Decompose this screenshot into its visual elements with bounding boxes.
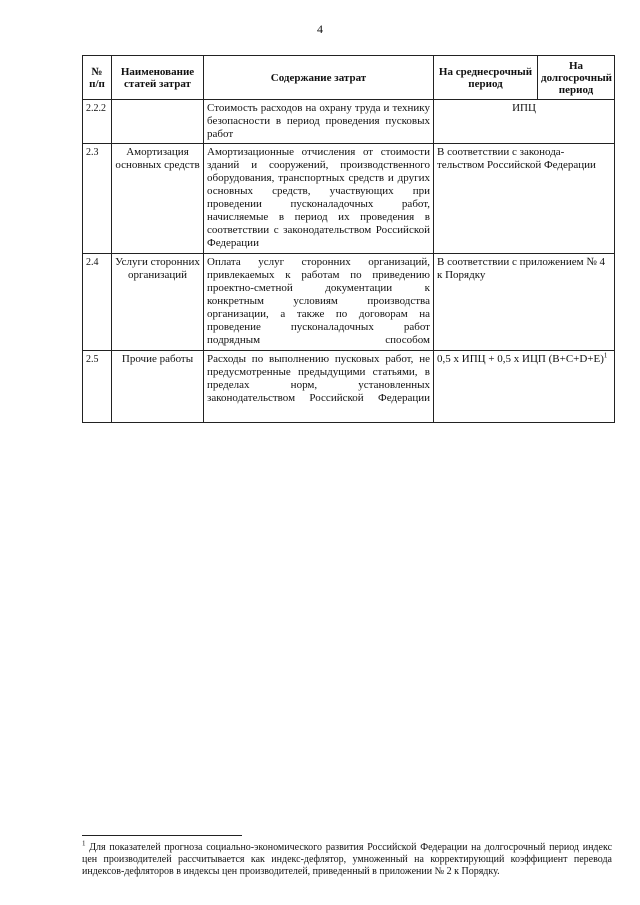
row-num: 2.4 <box>83 254 112 351</box>
row-name: Амортизация основных средств <box>112 144 204 254</box>
row-content: Стоимость расходов на охрану труда и технику безопасности в период проведения пусковых работ <box>204 100 434 144</box>
table-row <box>83 100 615 144</box>
table-header-row <box>83 56 615 100</box>
row-num: 2.2.2 <box>83 100 112 144</box>
footnote-marker: 1 <box>82 839 86 848</box>
row-content: Расходы по выполнению пусковых работ, не предусмотренные предыдущими статьями, в пределах норм, установленных законодательством Российской Федерации <box>204 351 434 423</box>
row-num: 2.3 <box>83 144 112 254</box>
row-content: Оплата услуг сторонних организаций, привлекаемых к работам по приведению проектно-сметной документации к конкретным условиям производства организации, а также по договорам на проведение пусконаладочных работ подрядным способом <box>204 254 434 351</box>
row-name <box>112 100 204 144</box>
footnote-text: Для показателей прогноза социально-экономического развития Российской Федерации на долгосрочный период индекс цен производителей рассчитывается как индекс-дефлятор, умноженный на корректирующий коэффициент перевода индексов-дефляторов в индексы цен производителей, приведенный в приложении № 2 к Порядку. <box>82 842 613 877</box>
header-long-term: На долгосрочный период <box>538 56 615 100</box>
footnote-ref: 1 <box>603 351 608 360</box>
header-num: № п/п <box>83 56 112 100</box>
header-content: Содержание затрат <box>204 56 434 100</box>
row-period: В соответствии с приложением № 4 к Порядку <box>434 254 615 351</box>
row-period: ИПЦ <box>434 100 615 144</box>
row-content: Амортизационные отчисления от стоимости зданий и сооружений, производственного оборудования, транспортных средств и других основных средств, участвующих при проведении пусконаладочных работ, начисляемые в период их проведения в соответствии с законодательством Российской Федерации <box>204 144 434 254</box>
header-name: Наименование статей затрат <box>112 56 204 100</box>
header-mid-term: На среднесрочный период <box>434 56 538 100</box>
table-row <box>83 254 615 351</box>
page-number: 4 <box>317 22 323 36</box>
cost-items-table <box>82 55 615 423</box>
row-period <box>434 351 615 423</box>
period-formula: 0,5 х ИПЦ + 0,5 х ИЦП (B+C+D+E) <box>437 353 604 365</box>
row-name: Услуги сторонних организаций <box>112 254 204 351</box>
row-period: В соответствии с законода-тельством Российской Федерации <box>434 144 615 254</box>
row-name: Прочие работы <box>112 351 204 423</box>
table-row <box>83 351 615 423</box>
row-num: 2.5 <box>83 351 112 423</box>
footnote-divider <box>82 835 242 836</box>
footnote <box>82 839 613 878</box>
table-row <box>83 144 615 254</box>
